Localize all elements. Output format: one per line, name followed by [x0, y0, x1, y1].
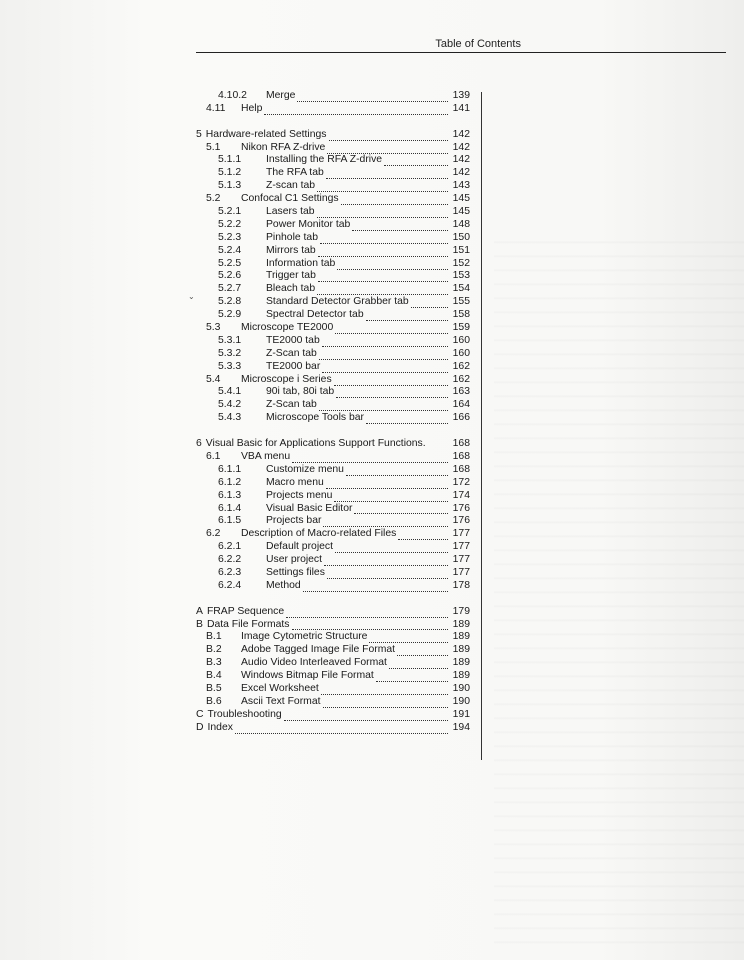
toc-entry-number: 5.2.2: [218, 218, 242, 230]
toc-entry-number: 5.3.2: [218, 347, 242, 359]
toc-entry-number: 6.1.4: [218, 502, 242, 514]
toc-entry[interactable]: [196, 219, 470, 232]
toc-entry[interactable]: [196, 167, 470, 180]
toc-entry-title: Excel Worksheet: [241, 682, 319, 694]
toc-entry[interactable]: [196, 696, 470, 709]
toc-entry-page: 142: [452, 154, 470, 166]
toc-entry[interactable]: [196, 490, 470, 503]
toc-entry-number: 5.1: [206, 141, 221, 153]
toc-entry-title: VBA menu: [241, 450, 291, 462]
toc-entry-number: 5.2.3: [218, 231, 242, 243]
toc-entry[interactable]: [196, 245, 470, 258]
toc-entry-page: 177: [452, 541, 470, 553]
toc-entry-page: 160: [452, 334, 470, 346]
toc-entry-title: Mirrors tab: [266, 244, 316, 256]
toc-entry-number: 5.2.7: [218, 283, 242, 295]
leader-dots: [337, 261, 448, 270]
leader-dots: [384, 157, 448, 166]
toc-entry[interactable]: [196, 451, 470, 464]
toc-entry-title: The RFA tab: [266, 167, 324, 179]
toc-entry-number: 5.3.3: [218, 360, 242, 372]
leader-dots: [264, 106, 448, 115]
leader-dots: [327, 145, 448, 154]
toc-entry-title: Microscope TE2000: [241, 322, 334, 334]
toc-entry[interactable]: [196, 283, 470, 296]
toc-entry[interactable]: [196, 644, 470, 657]
toc-entry-page: 158: [452, 309, 470, 321]
leader-dots: [317, 209, 448, 218]
leader-dots: [321, 686, 448, 695]
leader-dots: [366, 415, 448, 424]
toc-entry-number: 5.1.2: [218, 167, 242, 179]
toc-entry-page: 162: [452, 360, 470, 372]
toc-entry-page: 141: [452, 102, 470, 114]
toc-entry-title: Description of Macro-related Files: [241, 528, 397, 540]
toc-entry-number: 5.2: [206, 193, 221, 205]
leader-dots: [397, 647, 448, 656]
toc-entry-title: Projects bar: [266, 515, 322, 527]
toc-entry-number: B: [196, 618, 203, 630]
toc-entry-title: Settings files: [266, 566, 325, 578]
toc-entry[interactable]: [196, 154, 470, 167]
toc-entry-number: 6.2.1: [218, 541, 242, 553]
toc-entry-number: 5.4: [206, 373, 221, 385]
toc-entry-number: B.4: [206, 670, 222, 682]
leader-dots: [389, 660, 448, 669]
header-title: Table of Contents: [435, 38, 521, 50]
toc-entry[interactable]: [196, 567, 470, 580]
toc-entry[interactable]: [196, 619, 470, 632]
toc-entry[interactable]: [196, 90, 470, 103]
toc-entry-number: 5.3.1: [218, 334, 242, 346]
toc-entry[interactable]: [196, 361, 470, 374]
toc-entry-number: 6: [196, 438, 202, 450]
toc-entry-title: Ascii Text Format: [241, 695, 321, 707]
toc-entry-page: 154: [452, 283, 470, 295]
leader-dots: [329, 132, 449, 141]
toc-entry-page: 153: [452, 270, 470, 282]
leader-dots: [322, 338, 448, 347]
toc-entry-page: 148: [452, 218, 470, 230]
toc-entry-title: User project: [266, 554, 323, 566]
toc-entry-title: Standard Detector Grabber tab: [266, 296, 409, 308]
toc-entry[interactable]: [196, 670, 470, 683]
toc-entry-number: 5: [196, 128, 202, 140]
leader-dots: [284, 712, 448, 721]
leader-dots: [292, 454, 448, 463]
table-of-contents: [196, 90, 470, 735]
leader-dots: [335, 325, 448, 334]
toc-entry-title: Visual Basic for Applications Support Functions.: [205, 438, 426, 450]
leader-dots: [369, 634, 448, 643]
toc-entry-page: 145: [452, 193, 470, 205]
leader-dots: [334, 377, 448, 386]
toc-entry-number: 6.2: [206, 528, 221, 540]
toc-entry-page: 143: [452, 180, 470, 192]
section-gap: [196, 425, 470, 438]
leader-dots: [346, 467, 448, 476]
toc-entry-page: 179: [452, 605, 470, 617]
toc-entry-number: 6.2.3: [218, 566, 242, 578]
toc-entry-title: Customize menu: [266, 463, 344, 475]
toc-entry-page: 189: [452, 670, 470, 682]
leader-dots: [235, 725, 448, 734]
toc-entry-number: 5.2.6: [218, 270, 242, 282]
toc-entry-number: 4.11: [206, 102, 226, 114]
toc-entry-page: 145: [452, 206, 470, 218]
toc-entry[interactable]: [196, 683, 470, 696]
toc-entry-number: 5.3: [206, 322, 221, 334]
toc-entry-number: 6.1.5: [218, 515, 242, 527]
leader-dots: [320, 235, 448, 244]
toc-entry-title: Hardware-related Settings: [205, 128, 327, 140]
toc-entry[interactable]: [196, 709, 470, 722]
toc-entry-number: B.5: [206, 682, 222, 694]
leader-dots: [334, 493, 448, 502]
toc-entry-page: 152: [452, 257, 470, 269]
toc-entry-title: Information tab: [266, 257, 336, 269]
leader-dots: [319, 351, 448, 360]
toc-entry-page: 151: [452, 244, 470, 256]
leader-dots: [323, 699, 449, 708]
toc-entry-number: 5.2.8: [218, 296, 242, 308]
toc-entry-title: Nikon RFA Z-drive: [241, 141, 326, 153]
toc-entry-title: FRAP Sequence: [206, 605, 285, 617]
toc-entry[interactable]: [196, 515, 470, 528]
toc-entry[interactable]: [196, 541, 470, 554]
leader-dots: [322, 364, 448, 373]
toc-entry-number: B.2: [206, 644, 222, 656]
leader-dots: [303, 583, 448, 592]
toc-entry[interactable]: [196, 503, 470, 516]
toc-entry-page: 162: [452, 373, 470, 385]
toc-entry-page: 194: [452, 721, 470, 733]
toc-entry[interactable]: [196, 103, 470, 116]
toc-entry-page: 142: [452, 128, 470, 140]
leader-dots: [324, 557, 448, 566]
toc-entry-number: D: [196, 721, 204, 733]
toc-entry-page: 189: [452, 657, 470, 669]
toc-entry-page: 176: [452, 515, 470, 527]
toc-entry-page: 189: [452, 644, 470, 656]
leader-dots: [326, 480, 448, 489]
toc-entry-title: Z-Scan tab: [266, 347, 317, 359]
toc-entry[interactable]: [196, 554, 470, 567]
toc-entry-page: 159: [452, 322, 470, 334]
toc-entry-title: Z-scan tab: [266, 180, 316, 192]
section-gap: [196, 116, 470, 129]
toc-entry-title: Macro menu: [266, 476, 324, 488]
column-divider: [481, 92, 482, 760]
leader-dots: [427, 441, 449, 449]
toc-entry[interactable]: [196, 399, 470, 412]
toc-entry-number: 5.1.3: [218, 180, 242, 192]
leader-dots: [318, 248, 448, 257]
toc-entry-page: 155: [452, 296, 470, 308]
toc-entry-page: 150: [452, 231, 470, 243]
toc-entry[interactable]: [196, 232, 470, 245]
toc-entry-title: Troubleshooting: [207, 708, 282, 720]
toc-entry-page: 168: [452, 438, 470, 450]
toc-entry-title: Index: [207, 721, 233, 733]
toc-entry-title: TE2000 tab: [266, 334, 320, 346]
toc-entry-title: Method: [266, 579, 301, 591]
toc-entry[interactable]: [196, 193, 470, 206]
toc-entry[interactable]: [196, 438, 470, 451]
toc-entry-page: 172: [452, 476, 470, 488]
leader-dots: [335, 544, 448, 553]
toc-entry[interactable]: [196, 142, 470, 155]
leader-dots: [319, 402, 448, 411]
toc-entry-page: 168: [452, 450, 470, 462]
toc-entry-title: Trigger tab: [266, 270, 316, 282]
toc-entry[interactable]: [196, 580, 470, 593]
leader-dots: [286, 609, 448, 618]
toc-entry[interactable]: [196, 722, 470, 735]
toc-entry-number: 5.1.1: [218, 154, 242, 166]
toc-entry[interactable]: [196, 322, 470, 335]
toc-entry[interactable]: [196, 528, 470, 541]
toc-entry-page: 142: [452, 167, 470, 179]
toc-entry-number: 5.4.2: [218, 399, 242, 411]
toc-entry-title: Data File Formats: [206, 618, 290, 630]
leader-dots: [327, 570, 448, 579]
toc-entry[interactable]: [196, 374, 470, 387]
toc-entry-page: 164: [452, 399, 470, 411]
toc-entry-title: Default project: [266, 541, 333, 553]
toc-entry[interactable]: [196, 258, 470, 271]
toc-entry-number: 5.4.3: [218, 412, 242, 424]
toc-entry-number: 6.1: [206, 450, 221, 462]
toc-entry-page: 166: [452, 412, 470, 424]
toc-entry-number: 5.4.1: [218, 386, 242, 398]
toc-entry-number: 6.2.2: [218, 554, 242, 566]
toc-entry[interactable]: [196, 657, 470, 670]
toc-entry-title: Lasers tab: [266, 206, 315, 218]
toc-entry-page: 189: [452, 631, 470, 643]
leader-dots: [352, 222, 448, 231]
leader-dots: [317, 183, 448, 192]
toc-entry[interactable]: [196, 180, 470, 193]
toc-entry-page: 168: [452, 463, 470, 475]
toc-entry-page: 174: [452, 489, 470, 501]
toc-entry[interactable]: [196, 309, 470, 322]
toc-entry-number: B.3: [206, 657, 222, 669]
toc-entry-number: B.6: [206, 695, 222, 707]
toc-entry-title: Adobe Tagged Image File Format: [241, 644, 396, 656]
leader-dots: [318, 273, 448, 282]
leader-dots: [398, 531, 448, 540]
leader-dots: [292, 621, 448, 630]
leader-dots: [411, 299, 448, 308]
leader-dots: [323, 518, 448, 527]
toc-entry[interactable]: [196, 386, 470, 399]
leader-dots: [376, 673, 448, 682]
toc-entry-title: Power Monitor tab: [266, 218, 351, 230]
toc-entry-page: 142: [452, 141, 470, 153]
toc-entry-title: Audio Video Interleaved Format: [241, 657, 387, 669]
toc-entry-page: 191: [452, 708, 470, 720]
toc-entry-page: 190: [452, 695, 470, 707]
toc-entry-page: 178: [452, 579, 470, 591]
toc-entry-title: Bleach tab: [266, 283, 316, 295]
toc-entry-number: B.1: [206, 631, 222, 643]
toc-entry[interactable]: [196, 206, 470, 219]
toc-entry-title: Merge: [266, 90, 296, 101]
bleed-through-shadow: [494, 230, 744, 950]
toc-entry-page: 177: [452, 554, 470, 566]
toc-entry-page: 163: [452, 386, 470, 398]
toc-entry-page: 176: [452, 502, 470, 514]
toc-entry-page: 189: [452, 618, 470, 630]
toc-entry-number: 5.2.1: [218, 206, 242, 218]
toc-entry-title: Z-Scan tab: [266, 399, 317, 411]
toc-entry-title: Windows Bitmap File Format: [241, 670, 374, 682]
toc-entry[interactable]: [196, 129, 470, 142]
toc-entry-title: Confocal C1 Settings: [241, 193, 339, 205]
toc-entry-number: 5.2.9: [218, 309, 242, 321]
toc-entry-title: Projects menu: [266, 489, 333, 501]
leader-dots: [317, 286, 448, 295]
toc-entry-title: Installing the RFA Z-drive: [266, 154, 383, 166]
leader-dots: [366, 312, 448, 321]
toc-entry-page: 160: [452, 347, 470, 359]
toc-entry-title: TE2000 bar: [266, 360, 321, 372]
toc-entry[interactable]: [196, 606, 470, 619]
leader-dots: [354, 505, 448, 514]
toc-entry[interactable]: [196, 348, 470, 361]
toc-entry[interactable]: [196, 412, 470, 425]
toc-entry-title: 90i tab, 80i tab: [266, 386, 335, 398]
toc-entry-number: 6.2.4: [218, 579, 242, 591]
toc-entry-number: 5.2.4: [218, 244, 242, 256]
toc-entry-title: Image Cytometric Structure: [241, 631, 368, 643]
toc-entry[interactable]: [196, 270, 470, 283]
toc-entry[interactable]: [196, 335, 470, 348]
toc-entry-title: Microscope Tools bar: [266, 412, 364, 424]
toc-entry-title: Pinhole tab: [266, 231, 318, 243]
toc-entry-title: Visual Basic Editor: [266, 502, 353, 514]
pen-mark: ⌄: [188, 292, 195, 301]
toc-entry-title: Microscope i Series: [241, 373, 332, 385]
section-gap: [196, 593, 470, 606]
toc-entry[interactable]: [196, 631, 470, 644]
toc-entry-page: 177: [452, 528, 470, 540]
toc-entry-page: 139: [452, 90, 470, 101]
toc-entry-number: C: [196, 708, 204, 720]
page-header: [196, 36, 726, 53]
toc-entry-number: 5.2.5: [218, 257, 242, 269]
toc-entry-title: Spectral Detector tab: [266, 309, 364, 321]
toc-entry-number: 6.1.1: [218, 463, 242, 475]
leader-dots: [341, 196, 448, 205]
toc-entry[interactable]: [196, 477, 470, 490]
toc-entry[interactable]: [196, 464, 470, 477]
toc-entry-number: A: [196, 605, 203, 617]
leader-dots: [326, 170, 448, 179]
toc-entry[interactable]: [196, 296, 470, 309]
toc-entry-number: 6.1.2: [218, 476, 242, 488]
leader-dots: [297, 93, 448, 102]
toc-entry-title: Help: [241, 102, 263, 114]
toc-entry-page: 190: [452, 682, 470, 694]
toc-entry-page: 177: [452, 566, 470, 578]
toc-entry-number: 4.10.2: [218, 90, 247, 101]
toc-entry-number: 6.1.3: [218, 489, 242, 501]
leader-dots: [336, 389, 448, 398]
